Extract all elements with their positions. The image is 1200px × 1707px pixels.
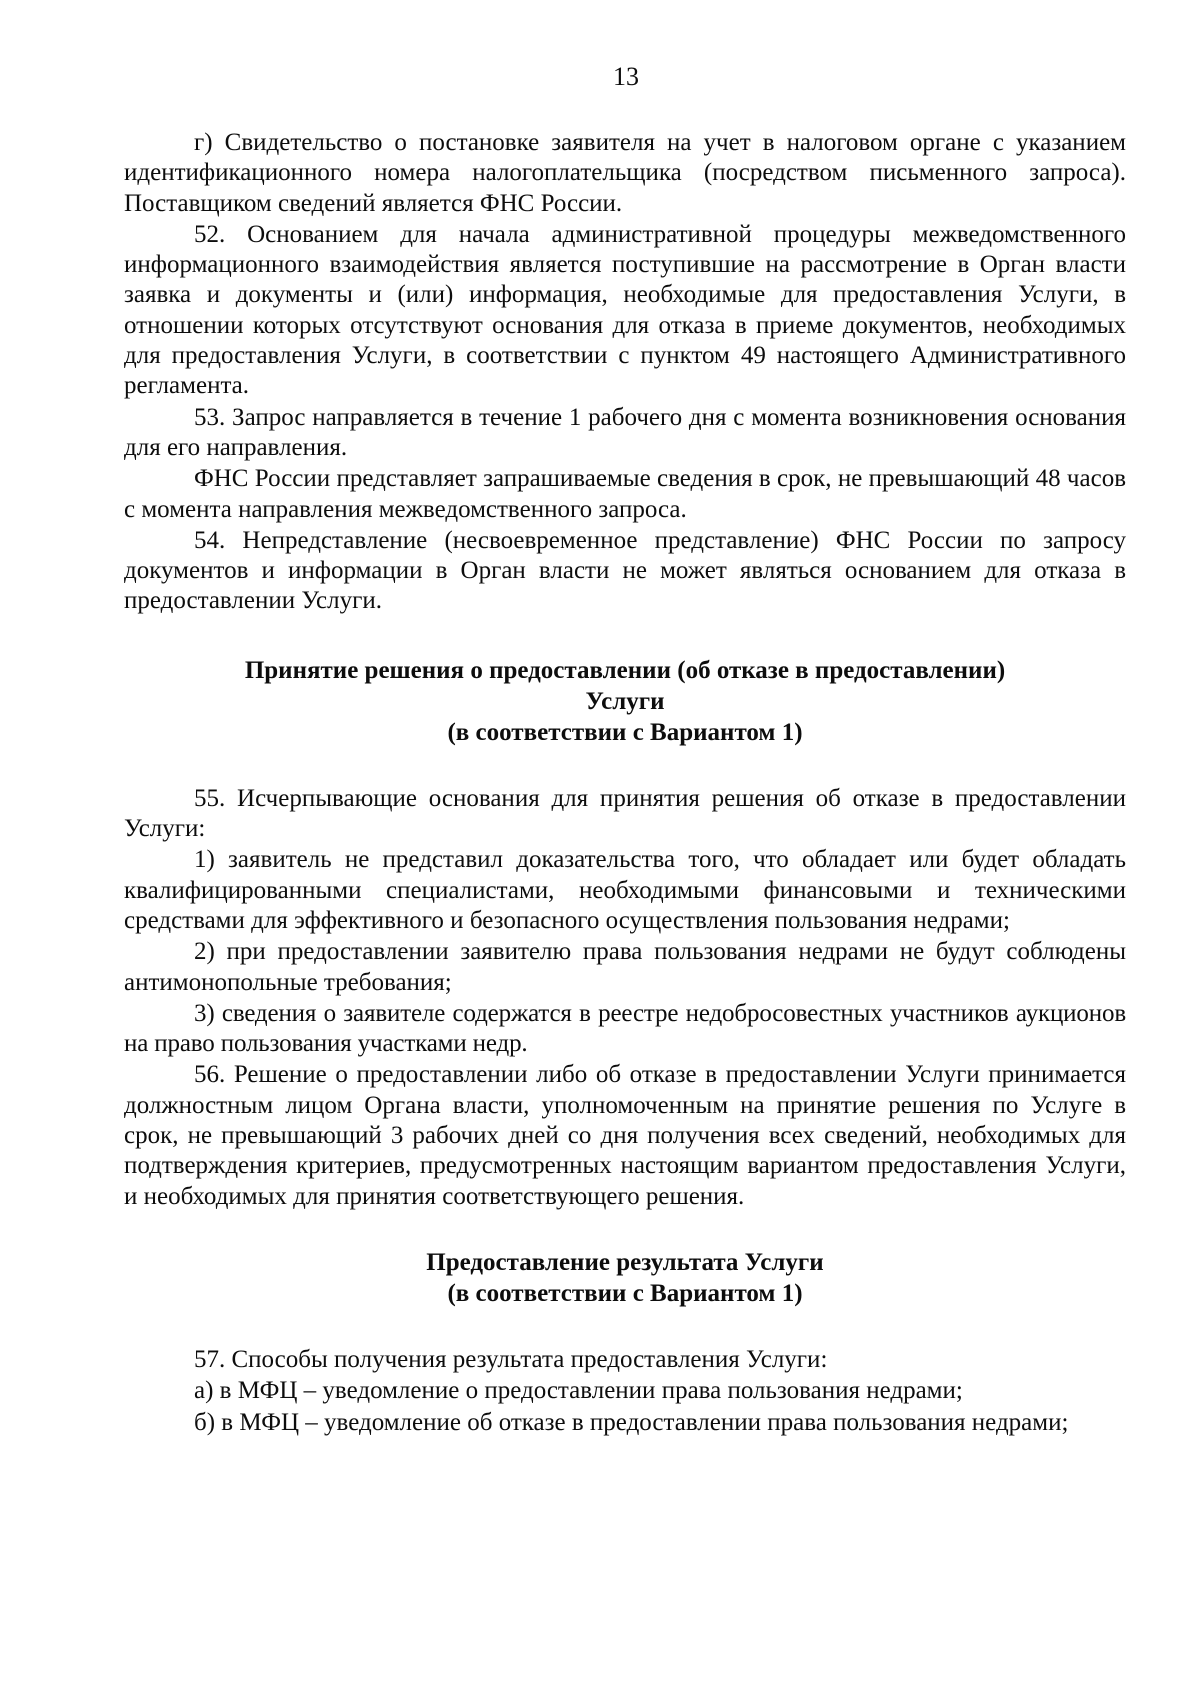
section-heading-decision-line-1: Принятие решения о предоставлении (об отказе в предоставлении) <box>244 656 1006 684</box>
paragraph-54: 54. Непредставление (несвоевременное представление) ФНС России по запросу документов и информации в Орган власти не может являться основанием для отказа в предоставлении Услуги. <box>124 526 1126 615</box>
list-item-57-b: б) в МФЦ – уведомление об отказе в предоставлении права пользования недрами; <box>194 1408 1069 1436</box>
list-item-55-2: 2) при предоставлении заявителю права пользования недрами не будут соблюдены антимонопольные требования; <box>124 938 1126 996</box>
paragraph-52: 52. Основанием для начала административной процедуры межведомственного информационного взаимодействия является поступившие на рассмотрение в Орган власти заявка и документы и (или) информация, необходимые для предоставления Услуги, в отношении которых отсутствуют основания для отказа в приеме документов, необходимых для предоставления Услуги, в соответствии с пунктом 49 настоящего Административного регламента. <box>124 220 1126 400</box>
page-number: 13 <box>613 62 639 91</box>
paragraph-55: 55. Исчерпывающие основания для принятия решения об отказе в предоставлении Услуги: <box>124 784 1126 843</box>
list-item-57-a: а) в МФЦ – уведомление о предоставлении права пользования недрами; <box>194 1377 963 1405</box>
paragraph-56: 56. Решение о предоставлении либо об отказе в предоставлении Услуги принимается должностным лицом Органа власти, уполномоченным на принятие решения по Услуге в срок, не превышающий 3 рабочих дней со дня получения всех сведений, необходимых для подтверждения критериев, предусмотренных настоящим вариантом предоставления Услуги, и необходимых для принятия соответствующего решения. <box>124 1061 1126 1210</box>
paragraph-53: 53. Запрос направляется в течение 1 рабочего дня с момента возникновения основания для его направления. <box>124 403 1126 461</box>
list-item-55-3: 3) сведения о заявителе содержатся в реестре недобросовестных участников аукционов на право пользования участками недр. <box>124 999 1126 1058</box>
paragraph-57: 57. Способы получения результата предоставления Услуги: <box>194 1345 828 1373</box>
section-heading-result <box>124 1247 1126 1309</box>
list-item-55-1: 1) заявитель не представил доказательства того, что обладает или будет обладать квалифицированными специалистами, необходимыми финансовыми и техническими средствами для эффективного и безопасного осуществления пользования недрами; <box>124 846 1126 934</box>
section-heading-decision-line-2: Услуги <box>585 687 665 715</box>
section-heading-result-line-1: Предоставление результата Услуги <box>426 1248 824 1276</box>
section-heading-result-line-2: (в соответствии с Вариантом 1) <box>447 1279 803 1307</box>
section-heading-decision <box>124 655 1126 748</box>
paragraph-g-tax-registration: г) Свидетельство о постановке заявителя на учет в налоговом органе с указанием идентификационного номера налогоплательщика (посредством письменного запроса). Поставщиком сведений является ФНС России. <box>124 129 1126 217</box>
paragraph-fns-response-time: ФНС России представляет запрашиваемые сведения в срок, не превышающий 48 часов с момента направления межведомственного запроса. <box>124 465 1126 523</box>
document-body <box>124 128 1126 1438</box>
section-heading-decision-line-3: (в соответствии с Вариантом 1) <box>447 718 803 746</box>
